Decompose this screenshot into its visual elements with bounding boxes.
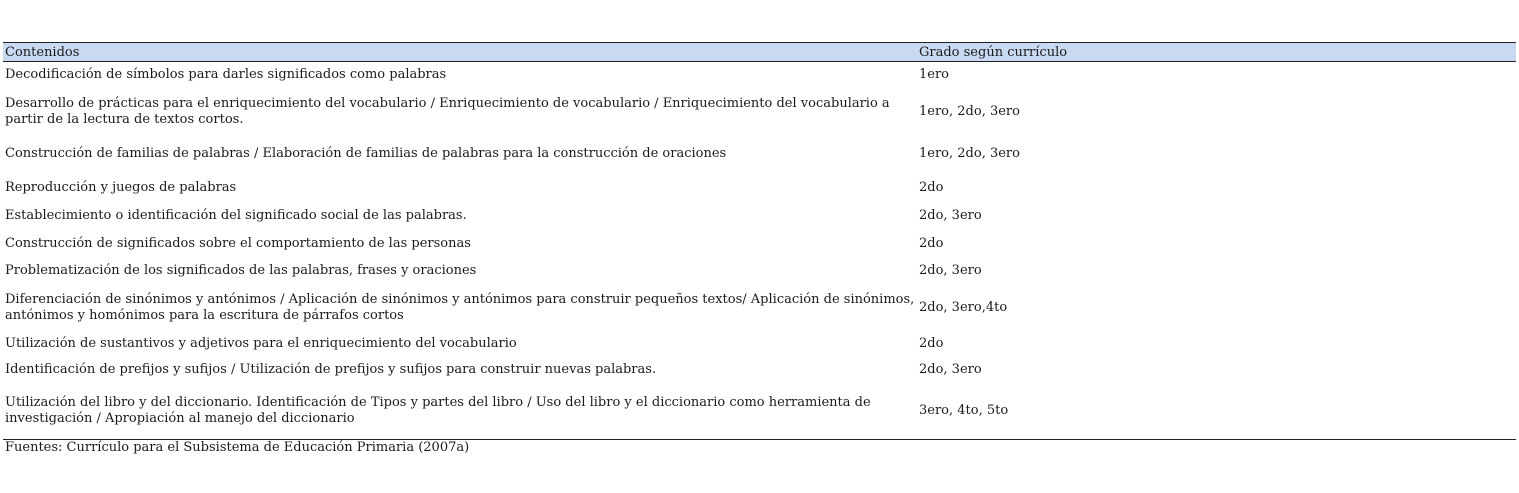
table-row [3, 384, 1516, 440]
table-source-note: Fuentes: Currículo para el Subsistema de Educación Primaria (2007a) [5, 440, 470, 455]
cell-grado: 1ero, 2do, 3ero [919, 146, 1020, 161]
table-row [3, 89, 1516, 135]
table-row [3, 331, 1516, 357]
cell-grado: 2do [919, 235, 944, 251]
cell-contenido: Utilización del libro y del diccionario. Identificación de Tipos y partes del libro / Uso del libro y el diccionario como herramienta de investigación / Apropiación al manejo del diccionario [3, 384, 917, 440]
header-contenidos: Contenidos [3, 43, 917, 62]
table-row [3, 258, 1516, 285]
cell-grado: 2do, 3ero [919, 263, 982, 278]
header-grado: Grado según currículo [917, 43, 1516, 62]
cell-grado: 2do [919, 335, 944, 351]
cell-contenido: Decodificación de símbolos para darles significados como palabras [5, 67, 447, 83]
table-row [3, 135, 1516, 174]
cell-grado: 2do, 3ero [919, 362, 982, 377]
curriculum-table [3, 42, 1516, 440]
cell-grado: 3ero, 4to, 5to [917, 384, 1516, 440]
table-row [3, 62, 1516, 89]
cell-grado: 1ero, 2do, 3ero [919, 103, 1020, 119]
cell-grado: 1ero [919, 67, 950, 83]
cell-contenido: Reproducción y juegos de palabras [5, 179, 237, 195]
table-row [3, 357, 1516, 384]
curriculum-table-container [3, 42, 1516, 440]
cell-contenido: Identificación de prefijos y sufijos / Utilización de prefijos y sufijos para construir nuevas palabras. [5, 362, 657, 377]
cell-contenido: Establecimiento o identificación del significado social de las palabras. [5, 207, 467, 223]
cell-grado: 2do, 3ero [919, 207, 982, 223]
cell-contenido: Construcción de familias de palabras / Elaboración de familias de palabras para la construcción de oraciones [5, 146, 727, 161]
table-header-row [3, 43, 1516, 62]
cell-grado: 2do, 3ero,4to [919, 299, 1008, 315]
cell-grado: 2do [919, 179, 944, 195]
table-row [3, 230, 1516, 258]
cell-contenido: Desarrollo de prácticas para el enriquecimiento del vocabulario / Enriquecimiento de vocabulario / Enriquecimiento del vocabulario a partir de la lectura de textos cortos. [5, 95, 890, 127]
cell-contenido: Utilización de sustantivos y adjetivos para el enriquecimiento del vocabulario [5, 335, 517, 351]
cell-contenido: Diferenciación de sinónimos y antónimos / Aplicación de sinónimos y antónimos para construir pequeños textos/ Aplicación de sinónimos, antónimos y homónimos para la escritura de párrafos cortos [5, 291, 915, 323]
cell-contenido: Construcción de significados sobre el comportamiento de las personas [5, 235, 471, 251]
cell-contenido: Problematización de los significados de las palabras, frases y oraciones [5, 263, 477, 278]
table-row [3, 285, 1516, 331]
table-row [3, 202, 1516, 230]
table-row [3, 174, 1516, 202]
